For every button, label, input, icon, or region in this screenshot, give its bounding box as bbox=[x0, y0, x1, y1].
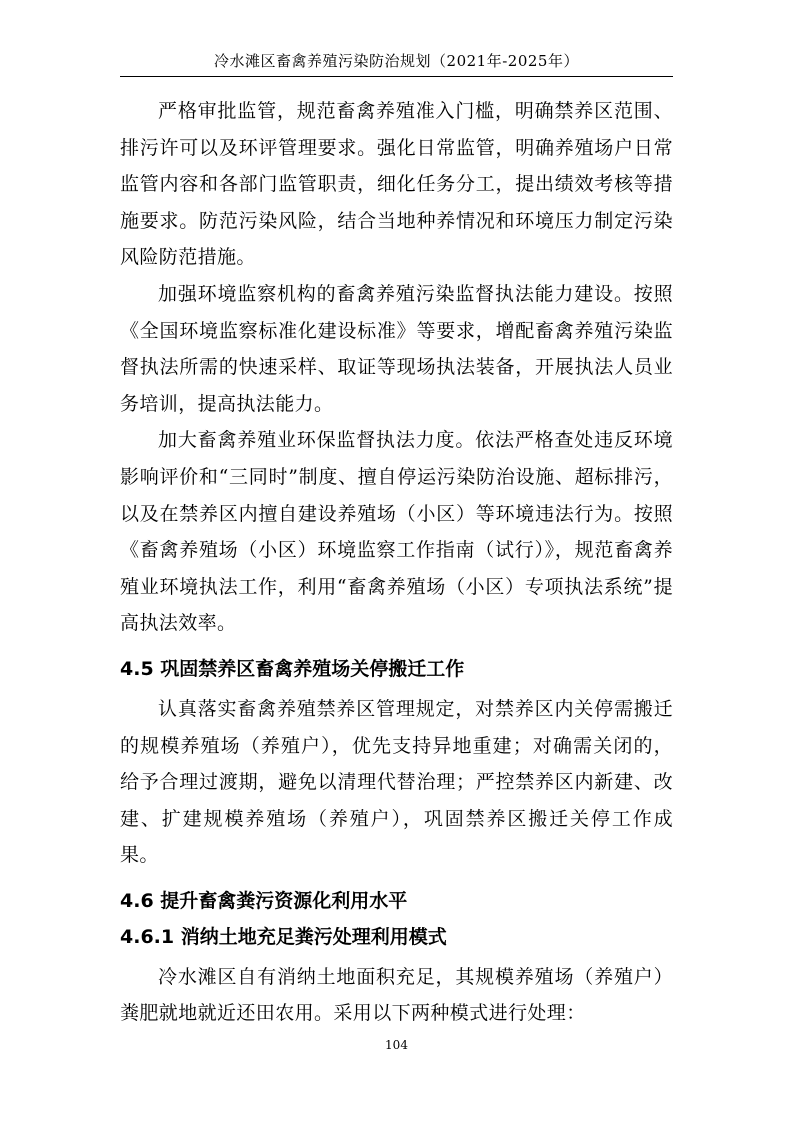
paragraph-relocation: 认真落实畜禽养殖禁养区管理规定，对禁养区内关停需搬迁的规模养殖场（养殖户），优先支持异地重建；对确需关闭的，给予合理过渡期，避免以清理代替治理；严控禁养区内新建、改建、扩建规模养殖场（养殖户），巩固禁养区搬迁关停工作成果。 bbox=[120, 697, 673, 867]
paragraph-enforcement-capacity: 加强环境监察机构的畜禽养殖污染监督执法能力建设。按照《全国环境监察标准化建设标准》等要求，增配畜禽养殖污染监督执法所需的快速采样、取证等现场执法装备，开展执法人员业务培训，提高执法能力。 bbox=[120, 282, 673, 415]
running-header: 冷水滩区畜禽养殖污染防治规划（2021年-2025年） bbox=[214, 52, 579, 70]
section-heading-4-6: 4.6 提升畜禽粪污资源化利用水平 bbox=[120, 889, 408, 912]
page-number: 104 bbox=[385, 1038, 408, 1052]
subsection-heading-4-6-1: 4.6.1 消纳土地充足粪污处理利用模式 bbox=[120, 925, 447, 948]
header-divider bbox=[120, 76, 673, 77]
paragraph-enforcement-intensity: 加大畜禽养殖业环保监督执法力度。依法严格查处违反环境影响评价和“三同时”制度、擅自停运污染防治设施、超标排污，以及在禁养区内擅自建设养殖场（小区）等环境违法行为。按照《畜禽养殖场（小区）环境监察工作指南（试行）》，规范畜禽养殖业环境执法工作，利用“畜禽养殖场（小区）专项执法系统”提高执法效率。 bbox=[120, 429, 673, 635]
section-heading-4-5: 4.5 巩固禁养区畜禽养殖场关停搬迁工作 bbox=[120, 657, 465, 680]
page-body bbox=[120, 93, 673, 1032]
paragraph-supervision-approval: 严格审批监管，规范畜禽养殖准入门槛，明确禁养区范围、排污许可以及环评管理要求。强化日常监管，明确养殖场户日常监管内容和各部门监管职责，细化任务分工，提出绩效考核等措施要求。防范污染风险，结合当地种养情况和环境压力制定污染风险防范措施。 bbox=[120, 100, 673, 269]
paragraph-land-capacity: 冷水滩区自有消纳土地面积充足，其规模养殖场（养殖户）粪肥就地就近还田农用。采用以下两种模式进行处理： bbox=[120, 965, 673, 1025]
